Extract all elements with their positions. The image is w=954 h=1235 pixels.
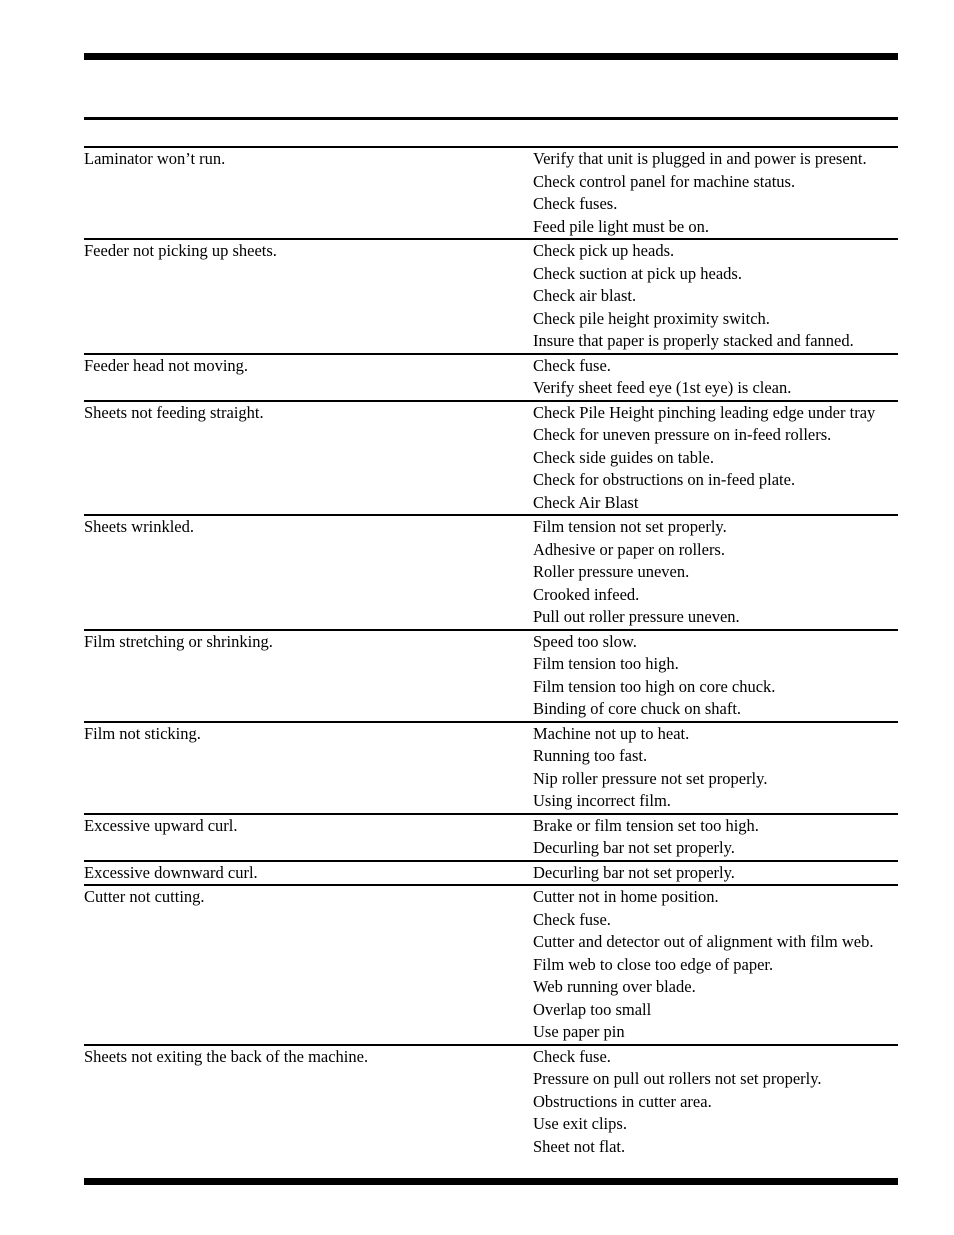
solution-item: Adhesive or paper on rollers. [533,539,725,559]
top-rule [84,53,898,60]
solution-item: Cutter not in home position. [533,887,719,906]
table-row [84,146,898,238]
solution-item: Film tension too high. [533,654,679,673]
solutions-cell [533,631,898,721]
table-row [84,1044,898,1159]
problem-cell: Sheets not exiting the back of the machine. [84,1046,369,1066]
solution-item: Check fuse. [533,909,611,929]
solution-item: Verify that unit is plugged in and power is present. [533,149,867,168]
header-rule [84,117,898,120]
solution-item: Roller pressure uneven. [533,562,690,581]
solutions-cell [533,402,898,515]
problem-cell: Film not sticking. [84,723,201,743]
table-row [84,629,898,721]
solution-item: Decurling bar not set properly. [533,838,735,857]
solution-item: Overlap too small [533,999,652,1019]
solution-item: Cutter and detector out of alignment with film web. [533,932,874,951]
table-row [84,514,898,629]
solution-item: Film tension too high on core chuck. [533,676,776,696]
problem-cell: Feeder not picking up sheets. [84,241,277,260]
solution-item: Check Air Blast [533,492,639,512]
solutions-cell [533,815,898,860]
solution-item: Check pile height proximity switch. [533,308,770,328]
table-row [84,813,898,860]
solution-item: Pull out roller pressure uneven. [533,607,740,626]
solution-item: Speed too slow. [533,631,637,651]
problem-cell: Excessive downward curl. [84,862,258,882]
problem-cell: Excessive upward curl. [84,815,238,835]
solution-item: Nip roller pressure not set properly. [533,768,768,788]
solution-item: Verify sheet feed eye (1st eye) is clean. [533,378,792,397]
solution-item: Film web to close too edge of paper. [533,954,774,974]
solution-item: Web running over blade. [533,977,696,996]
table-row [84,400,898,515]
solutions-cell [533,862,898,885]
solution-item: Check control panel for machine status. [533,171,796,191]
solutions-cell [533,240,898,353]
solution-item: Using incorrect film. [533,791,671,810]
table-row [84,884,898,1044]
problem-cell: Sheets wrinkled. [84,517,194,536]
solution-item: Check suction at pick up heads. [533,263,742,283]
table-row [84,353,898,400]
solution-item: Check fuses. [533,194,618,213]
solution-item: Decurling bar not set properly. [533,862,735,882]
solution-item: Running too fast. [533,746,648,765]
solution-item: Insure that paper is properly stacked and fanned. [533,331,854,350]
problem-cell: Film stretching or shrinking. [84,631,273,651]
solutions-cell [533,1046,898,1159]
problem-cell: Feeder head not moving. [84,355,249,375]
solution-item: Check air blast. [533,286,637,305]
solutions-cell [533,516,898,629]
solution-item: Check side guides on table. [533,447,715,467]
table-row [84,721,898,813]
solution-item: Feed pile light must be on. [533,216,709,236]
bottom-rule [84,1178,898,1185]
solution-item: Machine not up to heat. [533,723,690,743]
solution-item: Check pick up heads. [533,241,675,260]
solution-item: Check for obstructions on in-feed plate. [533,470,796,489]
solutions-cell [533,148,898,238]
solutions-cell [533,723,898,813]
solutions-cell [533,355,898,400]
solution-item: Pressure on pull out rollers not set properly. [533,1069,822,1088]
solution-item: Film tension not set properly. [533,517,727,536]
solution-item: Use exit clips. [533,1114,627,1133]
solution-item: Check fuse. [533,355,611,375]
troubleshooting-table [84,146,898,1158]
solution-item: Check for uneven pressure on in-feed rollers. [533,425,832,444]
problem-cell: Sheets not feeding straight. [84,402,264,422]
problem-cell: Cutter not cutting. [84,887,205,906]
table-row [84,860,898,885]
solution-item: Crooked infeed. [533,584,640,604]
solution-item: Check fuse. [533,1046,611,1066]
solutions-cell [533,886,898,1044]
solution-item: Binding of core chuck on shaft. [533,699,742,718]
table-row [84,238,898,353]
solution-item: Brake or film tension set too high. [533,815,759,835]
problem-cell: Laminator won’t run. [84,149,226,168]
solution-item: Sheet not flat. [533,1136,626,1156]
solution-item: Check Pile Height pinching leading edge under tray [533,402,876,422]
solution-item: Obstructions in cutter area. [533,1091,712,1111]
solution-item: Use paper pin [533,1022,625,1041]
